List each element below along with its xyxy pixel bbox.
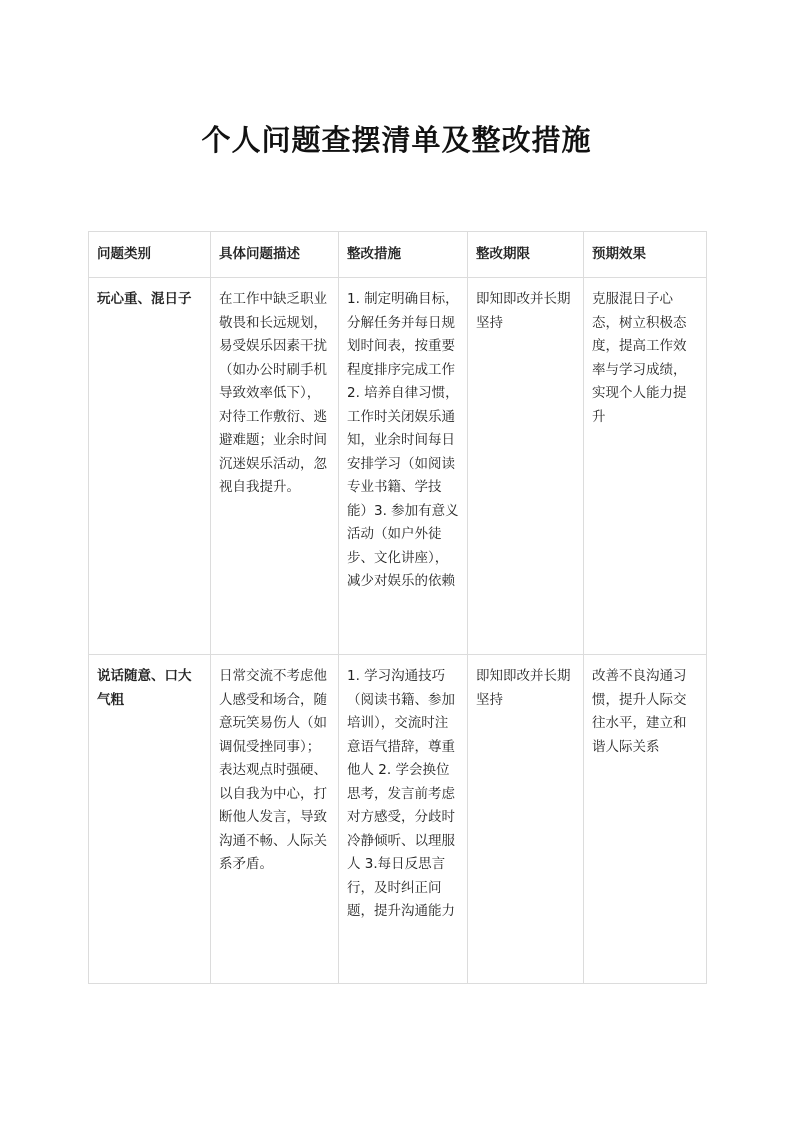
- deadline-cell: 即知即改并长期坚持: [468, 278, 584, 655]
- header-deadline: 整改期限: [468, 232, 584, 278]
- table-row: [89, 278, 707, 655]
- problem-category-cell: 说话随意、口大气粗: [89, 655, 211, 984]
- deadline-cell: 即知即改并长期坚持: [468, 655, 584, 984]
- rectification-table: [88, 231, 707, 984]
- measures-cell: 1. 学习沟通技巧（阅读书籍、参加培训），交流时注意语气措辞，尊重他人 2. 学会换位思考，发言前考虑对方感受，分歧时冷静倾听、以理服人 3.每日反思言行，及时纠正问题，提升沟通能力: [339, 655, 468, 984]
- header-effect: 预期效果: [584, 232, 707, 278]
- header-category: 问题类别: [89, 232, 211, 278]
- table-row: [89, 655, 707, 984]
- expected-effect-cell: 克服混日子心态，树立积极态度，提高工作效率与学习成绩，实现个人能力提升: [584, 278, 707, 655]
- header-description: 具体问题描述: [211, 232, 339, 278]
- problem-category-cell: 玩心重、混日子: [89, 278, 211, 655]
- page-title: 个人问题查摆清单及整改措施: [201, 123, 592, 157]
- header-measures: 整改措施: [339, 232, 468, 278]
- problem-description-cell: 日常交流不考虑他人感受和场合，随意玩笑易伤人（如调侃受挫同事）；表达观点时强硬、以自我为中心，打断他人发言，导致沟通不畅、人际关系矛盾。: [211, 655, 339, 984]
- table-header-row: [89, 232, 707, 278]
- expected-effect-cell: 改善不良沟通习惯，提升人际交往水平，建立和谐人际关系: [584, 655, 707, 984]
- measures-cell: 1. 制定明确目标，分解任务并每日规划时间表，按重要程度排序完成工作 2. 培养自律习惯，工作时关闭娱乐通知，业余时间每日安排学习（如阅读专业书籍、学技能）3. 参加有意义活动（如户外徒步、文化讲座），减少对娱乐的依赖: [339, 278, 468, 655]
- problem-description-cell: 在工作中缺乏职业敬畏和长远规划，易受娱乐因素干扰（如办公时刷手机导致效率低下），对待工作敷衍、逃避难题；业余时间沉迷娱乐活动，忽视自我提升。: [211, 278, 339, 655]
